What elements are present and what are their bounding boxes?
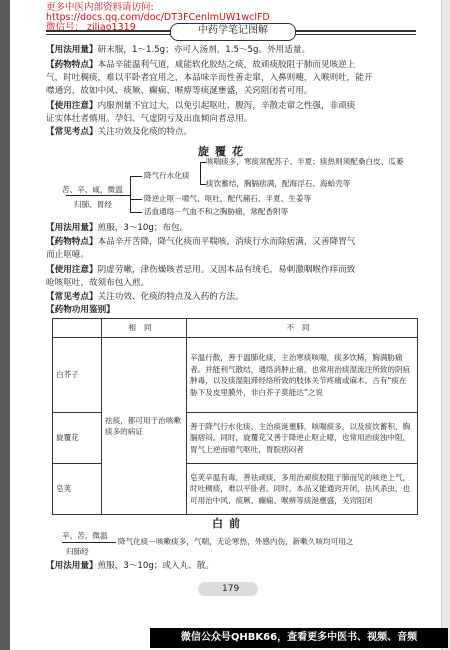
xuanfuhua-sub-1a: 咳喘痰多，寒痰常配苏子、半夏；痰热则须配桑白皮、瓜蒌: [206, 157, 404, 166]
label: 【使用注意】: [46, 101, 98, 111]
running-header: 中药学笔记图解: [170, 23, 296, 41]
text: 本品辛开苦降，降气化痰而平喘咳，消痰行水而除痞满，又善降胃气: [97, 237, 356, 247]
text: 阴虚劳嗽，津伤燥咳者忌用。又因本品有绒毛，易刺激咽喉作痒而致: [97, 265, 356, 275]
label: 【用法用量】: [46, 223, 98, 233]
exam-top: [46, 126, 416, 140]
table-header-diff: 不同: [187, 319, 418, 338]
text: 关注功效及化痰的特点。: [97, 127, 193, 137]
herb-title-xuanfuhua: 旋覆花: [198, 145, 249, 158]
baiqian-nature: 辛、苦，微温: [62, 531, 108, 540]
label: 【常见考点】: [46, 292, 98, 302]
table-header-row: [53, 319, 418, 338]
table-header-empty: [53, 319, 102, 338]
herb-name: 白芥子: [53, 338, 102, 413]
bracket-line: [200, 162, 201, 184]
herb-name: 旋覆花: [53, 413, 102, 464]
effect-xuanfuhua: [46, 236, 416, 250]
baiqian-meridian: 归肺经: [66, 547, 89, 556]
herb-diff: 皂荚辛温有毒，善祛顽痰，多用治顽痰胶阻于肺而见的咳逆上气，时吐稠痰，难以平卧者。同时，本品又能通窍开闭，祛风杀虫，也可用治中风、痰厥、癫痫、喉痹等痰涎壅盛，关窍阻闭: [187, 464, 418, 515]
xuanfuhua-main-2: 降逆止呕－噫气、呕吐，配代赭石、半夏、生姜等: [144, 194, 312, 203]
caution-top-2: 证实体壮者慎用。孕妇、气虚阴亏及出血倾向者忌用。: [46, 114, 253, 124]
usage-xuanfuhua: [46, 222, 416, 236]
label: 【使用注意】: [46, 265, 98, 275]
watermark-line-1: 更多中医内部资料请访问:: [46, 2, 154, 13]
compare-heading: [46, 304, 416, 318]
promo-banner: 微信公众号QHBK66，查看更多中医书、视频、音频: [150, 628, 448, 648]
herb-diff: 辛温行散，善于温肺化痰，主治寒痰咳喘，痰多饮稀，胸满胁痛者。并能利气散结，通络消肿止痛，也常用治痰湿流注所致的阴疽肿毒，以及痰湿阻滞经络所致的肢体关节疼痛或麻木。古有“痰在胁下及皮里膜外，非白芥子莫能达”之说: [187, 338, 418, 413]
label: 【药物特点】: [46, 60, 98, 70]
effect-top-3: 噤通窍，故如中风、痰厥、癫痫、喉痹等痰涎壅盛，关窍阻闭者可用。: [46, 86, 313, 96]
text: 煎服，3～10g；或入丸、散。: [97, 561, 214, 571]
label: 【药物功用鉴别】: [46, 305, 115, 315]
text: 关注功效、化痰的特点及入药的方法。: [97, 292, 244, 302]
label: 【药物特点】: [46, 237, 98, 247]
text: 煎服，3～10g；布包。: [97, 223, 189, 233]
table-row: [53, 338, 418, 413]
xuanfuhua-meridian: 归肺、胃经: [74, 200, 112, 209]
usage-baiqian: [46, 560, 416, 574]
bracket-line: [62, 542, 116, 543]
label: 【用法用量】: [46, 45, 98, 55]
bracket-line: [130, 176, 131, 212]
watermark-url[interactable]: https://docs.qq.com/doc/DT3FCenlmUW1wclFD: [46, 12, 270, 23]
caution-top: [46, 100, 416, 114]
text: 研末服，1～1.5g；亦可入汤剂，1.5～5g。外用适量。: [97, 45, 311, 55]
effect-xuanfuhua-2: 而止呕噫。: [46, 250, 89, 260]
usage-top: [46, 44, 416, 58]
page-number: 179: [222, 584, 240, 594]
caution-xuanfuhua-2: 呛咳呕吐，故须布包入煎。: [46, 278, 150, 288]
xuanfuhua-main-3: 活血通络－气血不和之胸胁痛，常配香附等: [144, 207, 289, 216]
herb-diff: 善于降气行水化痰，主治痰涎壅肺，咳喘痰多，以及痰饮蓄积，胸膈痞闷。同时，旋覆花又善于降逆止呕止噫，也常用治痰浊中阻，胃气上逆而噫气呕吐，胃脘痞闷者: [187, 413, 418, 464]
xuanfuhua-nature: 苦、辛、咸，微温: [62, 185, 123, 194]
scrollbar[interactable]: [441, 0, 450, 650]
herb-title-baiqian: 白前: [212, 517, 246, 530]
xuanfuhua-main-1: 降气行水化痰: [144, 171, 190, 180]
effect-top: [46, 59, 416, 73]
bracket-line: [66, 195, 130, 196]
effect-top-2: 气，时吐稠痰，难以平卧者宜用之，本品味辛而性善走窜，入鼻则嚏，入喉则吐，能开: [46, 73, 373, 83]
exam-xuanfuhua: [46, 291, 416, 305]
baiqian-main: 降气化痰－咳嗽痰多，气喘，无论寒热，外感内伤，新嗽久咳均可用之: [118, 537, 354, 546]
label: 【用法用量】: [46, 561, 98, 571]
text: 本品辛能温利气道，咸能软化胶结之痰，故顽痰胶阻于肺而见咳逆上: [97, 60, 356, 70]
bracket-line: [130, 212, 142, 213]
common-effect: 祛痰，都可用于治咳嗽痰多的病证: [102, 338, 187, 515]
herb-name: 皂荚: [53, 464, 102, 515]
bracket-line: [130, 199, 142, 200]
table-header-same: 相同: [102, 319, 187, 338]
label: 【常见考点】: [46, 127, 98, 137]
text: 内服剂量不宜过大，以免引起呕吐、腹泻，辛散走窜之性强，非顽痰: [97, 101, 356, 111]
bracket-line: [130, 176, 142, 177]
watermark-wechat: 微信号： ziliao1319: [46, 22, 136, 33]
caution-xuanfuhua: [46, 264, 416, 278]
comparison-table: [52, 318, 418, 515]
xuanfuhua-sub-1b: 痰饮蓄结，胸膈痞满，配海浮石、海蛤壳等: [206, 179, 351, 188]
